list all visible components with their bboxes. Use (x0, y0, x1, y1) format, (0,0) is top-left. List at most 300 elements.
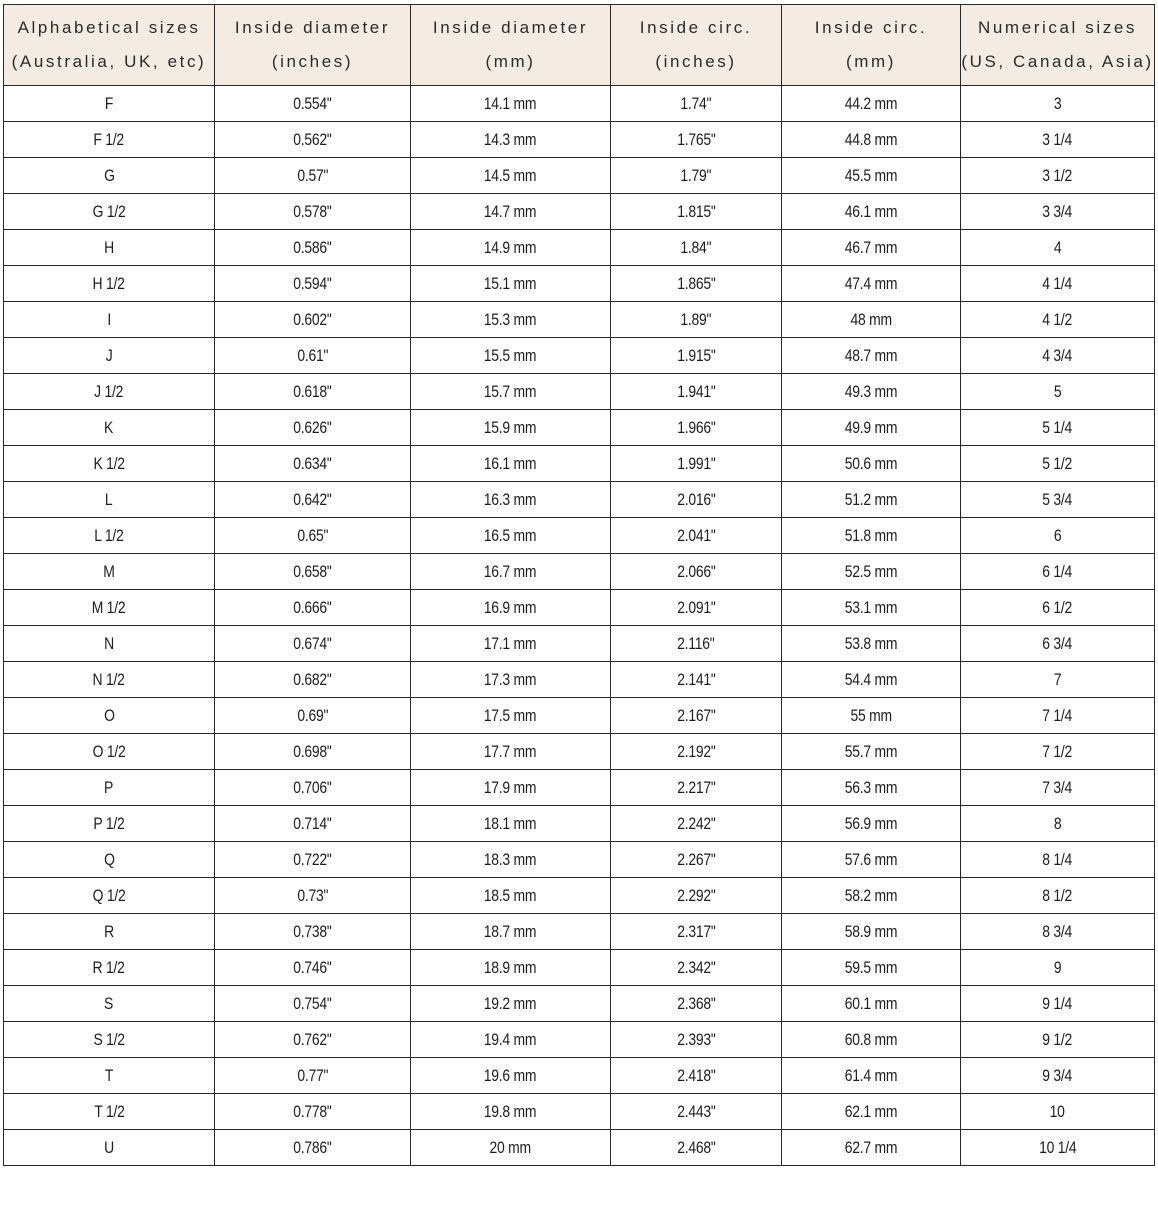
inside-circ-inches-cell (611, 554, 782, 590)
numerical-size-cell (961, 914, 1155, 950)
table-row (4, 410, 1155, 446)
inside-diameter-inches-cell (215, 1022, 411, 1058)
inside-circ-mm-cell (782, 86, 961, 122)
cell-text: 6 (1053, 525, 1062, 545)
alphabetical-size-cell (4, 986, 215, 1022)
cell-text: 0.698" (293, 741, 332, 761)
cell-text: 0.65" (297, 525, 328, 545)
cell-text: M (103, 561, 115, 581)
inside-circ-mm-cell (782, 158, 961, 194)
cell-text: G (103, 165, 115, 185)
numerical-size-cell (961, 410, 1155, 446)
cell-text: 17.5 mm (484, 705, 537, 725)
cell-text: U (104, 1137, 114, 1157)
cell-text: 2.242" (676, 813, 716, 833)
inside-diameter-inches-cell (215, 122, 411, 158)
cell-text: 51.2 mm (844, 489, 898, 509)
cell-text: 1.915" (676, 345, 716, 365)
cell-text: Q 1/2 (92, 885, 126, 905)
numerical-size-cell (961, 698, 1155, 734)
header-line: Inside diameter (432, 18, 589, 37)
inside-diameter-inches-cell (215, 770, 411, 806)
table-row (4, 590, 1155, 626)
cell-text: 8 3/4 (1042, 921, 1073, 941)
cell-text: 58.9 mm (844, 921, 898, 941)
cell-text: 0.602" (293, 309, 332, 329)
cell-text: 62.1 mm (844, 1101, 898, 1121)
cell-text: 5 3/4 (1042, 489, 1073, 509)
cell-text: 16.1 mm (484, 453, 537, 473)
cell-text: 8 1/2 (1042, 885, 1073, 905)
inside-circ-inches-cell (611, 158, 782, 194)
cell-text: 2.443" (676, 1101, 716, 1121)
inside-circ-mm-cell (782, 914, 961, 950)
inside-diameter-mm-cell (411, 374, 611, 410)
cell-text: 0.586" (293, 237, 332, 257)
cell-text: 1.815" (676, 201, 716, 221)
cell-text: 44.8 mm (844, 129, 898, 149)
table-row (4, 1094, 1155, 1130)
cell-text: 14.3 mm (484, 129, 537, 149)
cell-text: 17.3 mm (484, 669, 537, 689)
cell-text: 44.2 mm (844, 93, 898, 113)
inside-circ-inches-cell (611, 698, 782, 734)
cell-text: 54.4 mm (844, 669, 898, 689)
table-header (4, 5, 1155, 86)
inside-circ-mm-cell (782, 626, 961, 662)
inside-diameter-inches-cell (215, 302, 411, 338)
header-numerical-sizes (961, 5, 1155, 86)
inside-circ-inches-cell (611, 410, 782, 446)
table-row (4, 914, 1155, 950)
header-line: (mm) (845, 52, 897, 71)
table-row (4, 482, 1155, 518)
cell-text: 58.2 mm (844, 885, 898, 905)
cell-text: 60.1 mm (844, 993, 898, 1013)
table-row (4, 950, 1155, 986)
inside-circ-inches-cell (611, 1022, 782, 1058)
cell-text: 20 mm (489, 1137, 532, 1157)
numerical-size-cell (961, 1130, 1155, 1166)
cell-text: P (104, 777, 114, 797)
cell-text: 0.626" (293, 417, 332, 437)
cell-text: 51.8 mm (844, 525, 898, 545)
cell-text: 2.368" (676, 993, 716, 1013)
table-row (4, 554, 1155, 590)
inside-diameter-mm-cell (411, 1022, 611, 1058)
alphabetical-size-cell (4, 1058, 215, 1094)
inside-circ-mm-cell (782, 554, 961, 590)
alphabetical-size-cell (4, 698, 215, 734)
cell-text: 8 (1053, 813, 1062, 833)
inside-circ-mm-cell (782, 338, 961, 374)
inside-diameter-inches-cell (215, 698, 411, 734)
alphabetical-size-cell (4, 1022, 215, 1058)
alphabetical-size-cell (4, 1130, 215, 1166)
cell-text: 9 1/2 (1042, 1029, 1073, 1049)
inside-diameter-inches-cell (215, 374, 411, 410)
table-row (4, 194, 1155, 230)
header-line: Numerical sizes (978, 18, 1137, 37)
inside-circ-inches-cell (611, 1094, 782, 1130)
inside-diameter-inches-cell (215, 1058, 411, 1094)
inside-diameter-inches-cell (215, 1094, 411, 1130)
cell-text: 3 1/2 (1042, 165, 1073, 185)
inside-diameter-mm-cell (411, 914, 611, 950)
inside-circ-mm-cell (782, 518, 961, 554)
cell-text: 0.642" (293, 489, 332, 509)
inside-circ-inches-cell (611, 338, 782, 374)
cell-text: 1.865" (676, 273, 716, 293)
cell-text: 1.941" (676, 381, 716, 401)
inside-diameter-mm-cell (411, 446, 611, 482)
table-row (4, 266, 1155, 302)
cell-text: 2.141" (676, 669, 716, 689)
inside-diameter-mm-cell (411, 194, 611, 230)
table-row (4, 302, 1155, 338)
alphabetical-size-cell (4, 266, 215, 302)
cell-text: 0.754" (293, 993, 332, 1013)
inside-diameter-inches-cell (215, 806, 411, 842)
cell-text: H 1/2 (92, 273, 126, 293)
cell-text: 0.738" (293, 921, 332, 941)
cell-text: 0.658" (293, 561, 332, 581)
inside-diameter-mm-cell (411, 86, 611, 122)
cell-text: 61.4 mm (844, 1065, 898, 1085)
alphabetical-size-cell (4, 446, 215, 482)
cell-text: N (104, 633, 114, 653)
cell-text: 55 mm (850, 705, 892, 725)
inside-diameter-inches-cell (215, 338, 411, 374)
numerical-size-cell (961, 194, 1155, 230)
table-row (4, 842, 1155, 878)
cell-text: 1.89" (680, 309, 712, 329)
cell-text: 9 3/4 (1042, 1065, 1073, 1085)
inside-diameter-mm-cell (411, 338, 611, 374)
cell-text: 0.682" (293, 669, 332, 689)
table-row (4, 806, 1155, 842)
cell-text: 0.618" (293, 381, 332, 401)
alphabetical-size-cell (4, 806, 215, 842)
cell-text: 2.016" (676, 489, 716, 509)
alphabetical-size-cell (4, 410, 215, 446)
cell-text: 0.57" (297, 165, 328, 185)
inside-diameter-inches-cell (215, 194, 411, 230)
cell-text: 5 1/4 (1042, 417, 1073, 437)
numerical-size-cell (961, 1022, 1155, 1058)
cell-text: 7 (1053, 669, 1062, 689)
cell-text: 18.1 mm (484, 813, 537, 833)
numerical-size-cell (961, 878, 1155, 914)
inside-circ-mm-cell (782, 302, 961, 338)
inside-circ-mm-cell (782, 590, 961, 626)
inside-circ-inches-cell (611, 374, 782, 410)
cell-text: 15.3 mm (484, 309, 537, 329)
cell-text: 5 1/2 (1042, 453, 1073, 473)
cell-text: 0.762" (293, 1029, 332, 1049)
cell-text: 15.9 mm (484, 417, 537, 437)
header-inside-circ-mm (782, 5, 961, 86)
cell-text: 2.292" (676, 885, 716, 905)
cell-text: 15.5 mm (484, 345, 537, 365)
inside-diameter-inches-cell (215, 878, 411, 914)
cell-text: 2.342" (676, 957, 716, 977)
alphabetical-size-cell (4, 518, 215, 554)
inside-circ-mm-cell (782, 1094, 961, 1130)
header-line: (Australia, UK, etc) (11, 52, 207, 71)
inside-diameter-mm-cell (411, 626, 611, 662)
cell-text: 19.8 mm (484, 1101, 537, 1121)
inside-diameter-inches-cell (215, 446, 411, 482)
numerical-size-cell (961, 122, 1155, 158)
table-row (4, 770, 1155, 806)
cell-text: 0.746" (293, 957, 332, 977)
cell-text: 17.7 mm (484, 741, 537, 761)
cell-text: 4 (1053, 237, 1062, 257)
numerical-size-cell (961, 842, 1155, 878)
cell-text: 57.6 mm (844, 849, 898, 869)
alphabetical-size-cell (4, 662, 215, 698)
alphabetical-size-cell (4, 482, 215, 518)
table-row (4, 878, 1155, 914)
inside-circ-mm-cell (782, 194, 961, 230)
cell-text: K (104, 417, 114, 437)
numerical-size-cell (961, 662, 1155, 698)
inside-diameter-mm-cell (411, 986, 611, 1022)
inside-circ-inches-cell (611, 950, 782, 986)
header-inside-diameter-inches (215, 5, 411, 86)
cell-text: 0.778" (293, 1101, 332, 1121)
alphabetical-size-cell (4, 590, 215, 626)
inside-diameter-inches-cell (215, 986, 411, 1022)
alphabetical-size-cell (4, 914, 215, 950)
cell-text: 8 1/4 (1042, 849, 1073, 869)
header-line: (inches) (655, 52, 737, 71)
alphabetical-size-cell (4, 878, 215, 914)
numerical-size-cell (961, 158, 1155, 194)
cell-text: 56.9 mm (844, 813, 898, 833)
numerical-size-cell (961, 338, 1155, 374)
inside-circ-mm-cell (782, 698, 961, 734)
cell-text: 0.69" (297, 705, 328, 725)
inside-circ-mm-cell (782, 1130, 961, 1166)
cell-text: F 1/2 (93, 129, 125, 149)
cell-text: 50.6 mm (844, 453, 898, 473)
inside-circ-inches-cell (611, 122, 782, 158)
inside-circ-mm-cell (782, 446, 961, 482)
cell-text: 2.418" (676, 1065, 716, 1085)
cell-text: 19.2 mm (484, 993, 537, 1013)
header-line: (inches) (271, 52, 354, 71)
cell-text: 14.5 mm (484, 165, 537, 185)
inside-diameter-mm-cell (411, 950, 611, 986)
inside-circ-inches-cell (611, 770, 782, 806)
numerical-size-cell (961, 986, 1155, 1022)
cell-text: 53.1 mm (844, 597, 898, 617)
cell-text: 2.091" (676, 597, 716, 617)
alphabetical-size-cell (4, 158, 215, 194)
cell-text: 0.554" (293, 93, 332, 113)
inside-diameter-mm-cell (411, 1130, 611, 1166)
inside-diameter-inches-cell (215, 158, 411, 194)
cell-text: I (107, 309, 111, 329)
cell-text: 3 (1053, 93, 1062, 113)
inside-circ-mm-cell (782, 230, 961, 266)
cell-text: 49.9 mm (844, 417, 898, 437)
table-row (4, 446, 1155, 482)
cell-text: 0.73" (297, 885, 328, 905)
header-inside-diameter-mm (411, 5, 611, 86)
header-line: Inside circ. (639, 18, 753, 37)
cell-text: 1.74" (680, 93, 712, 113)
cell-text: 16.3 mm (484, 489, 537, 509)
inside-circ-mm-cell (782, 950, 961, 986)
cell-text: 46.1 mm (844, 201, 898, 221)
numerical-size-cell (961, 86, 1155, 122)
inside-diameter-inches-cell (215, 590, 411, 626)
inside-diameter-mm-cell (411, 554, 611, 590)
cell-text: 2.066" (676, 561, 716, 581)
cell-text: 1.991" (676, 453, 716, 473)
table-row (4, 986, 1155, 1022)
cell-text: 47.4 mm (844, 273, 898, 293)
inside-circ-mm-cell (782, 1022, 961, 1058)
cell-text: R 1/2 (92, 957, 126, 977)
table-row (4, 338, 1155, 374)
cell-text: 45.5 mm (844, 165, 898, 185)
cell-text: 16.7 mm (484, 561, 537, 581)
numerical-size-cell (961, 446, 1155, 482)
cell-text: 52.5 mm (844, 561, 898, 581)
cell-text: 18.3 mm (484, 849, 537, 869)
cell-text: 4 3/4 (1042, 345, 1073, 365)
cell-text: 1.966" (676, 417, 716, 437)
cell-text: 6 3/4 (1042, 633, 1073, 653)
inside-diameter-inches-cell (215, 554, 411, 590)
inside-diameter-inches-cell (215, 842, 411, 878)
cell-text: 10 1/4 (1038, 1137, 1077, 1157)
numerical-size-cell (961, 482, 1155, 518)
cell-text: 7 3/4 (1042, 777, 1073, 797)
numerical-size-cell (961, 806, 1155, 842)
cell-text: 1.765" (676, 129, 716, 149)
cell-text: 17.9 mm (484, 777, 537, 797)
cell-text: 55.7 mm (844, 741, 898, 761)
inside-diameter-mm-cell (411, 230, 611, 266)
cell-text: 2.167" (676, 705, 716, 725)
cell-text: 48 mm (850, 309, 892, 329)
alphabetical-size-cell (4, 950, 215, 986)
alphabetical-size-cell (4, 842, 215, 878)
cell-text: 19.6 mm (484, 1065, 537, 1085)
header-line: (mm) (485, 52, 536, 71)
cell-text: J (105, 345, 113, 365)
table-row (4, 698, 1155, 734)
alphabetical-size-cell (4, 734, 215, 770)
cell-text: 0.722" (293, 849, 332, 869)
cell-text: 2.217" (676, 777, 716, 797)
inside-diameter-inches-cell (215, 950, 411, 986)
cell-text: 4 1/4 (1042, 273, 1073, 293)
table-row (4, 1130, 1155, 1166)
inside-diameter-mm-cell (411, 1058, 611, 1094)
cell-text: 49.3 mm (844, 381, 898, 401)
inside-diameter-inches-cell (215, 518, 411, 554)
cell-text: O (103, 705, 115, 725)
alphabetical-size-cell (4, 1094, 215, 1130)
inside-diameter-inches-cell (215, 662, 411, 698)
numerical-size-cell (961, 770, 1155, 806)
table-row (4, 1022, 1155, 1058)
cell-text: 48.7 mm (844, 345, 898, 365)
cell-text: 7 1/2 (1042, 741, 1073, 761)
cell-text: 6 1/2 (1042, 597, 1073, 617)
cell-text: 0.634" (293, 453, 332, 473)
cell-text: 2.468" (676, 1137, 716, 1157)
cell-text: 15.1 mm (484, 273, 537, 293)
cell-text: 3 1/4 (1042, 129, 1073, 149)
inside-circ-inches-cell (611, 266, 782, 302)
cell-text: T 1/2 (93, 1101, 125, 1121)
inside-circ-mm-cell (782, 878, 961, 914)
cell-text: L (105, 489, 113, 509)
cell-text: 60.8 mm (844, 1029, 898, 1049)
table-row (4, 1058, 1155, 1094)
alphabetical-size-cell (4, 770, 215, 806)
inside-circ-inches-cell (611, 986, 782, 1022)
alphabetical-size-cell (4, 554, 215, 590)
cell-text: 9 (1053, 957, 1062, 977)
cell-text: 2.317" (676, 921, 716, 941)
inside-circ-mm-cell (782, 662, 961, 698)
inside-diameter-mm-cell (411, 806, 611, 842)
cell-text: 59.5 mm (844, 957, 898, 977)
numerical-size-cell (961, 1058, 1155, 1094)
cell-text: 6 1/4 (1042, 561, 1073, 581)
cell-text: 16.9 mm (484, 597, 537, 617)
numerical-size-cell (961, 626, 1155, 662)
cell-text: S (104, 993, 114, 1013)
table-row (4, 374, 1155, 410)
cell-text: 14.9 mm (484, 237, 537, 257)
inside-circ-mm-cell (782, 122, 961, 158)
inside-circ-inches-cell (611, 878, 782, 914)
inside-circ-inches-cell (611, 842, 782, 878)
cell-text: 0.666" (293, 597, 332, 617)
cell-text: 53.8 mm (844, 633, 898, 653)
table-row (4, 734, 1155, 770)
cell-text: 0.594" (293, 273, 332, 293)
inside-circ-mm-cell (782, 806, 961, 842)
inside-diameter-inches-cell (215, 266, 411, 302)
cell-text: 0.61" (297, 345, 328, 365)
cell-text: 1.84" (680, 237, 712, 257)
inside-circ-inches-cell (611, 446, 782, 482)
inside-diameter-mm-cell (411, 122, 611, 158)
inside-circ-mm-cell (782, 374, 961, 410)
inside-diameter-mm-cell (411, 482, 611, 518)
cell-text: 46.7 mm (844, 237, 898, 257)
header-line: (US, Canada, Asia) (961, 52, 1154, 71)
cell-text: 0.706" (293, 777, 332, 797)
cell-text: 56.3 mm (844, 777, 898, 797)
cell-text: 2.393" (676, 1029, 716, 1049)
header-alphabetical-sizes (4, 5, 215, 86)
cell-text: 2.041" (676, 525, 716, 545)
alphabetical-size-cell (4, 374, 215, 410)
inside-diameter-inches-cell (215, 86, 411, 122)
header-line: Inside diameter (234, 18, 391, 37)
